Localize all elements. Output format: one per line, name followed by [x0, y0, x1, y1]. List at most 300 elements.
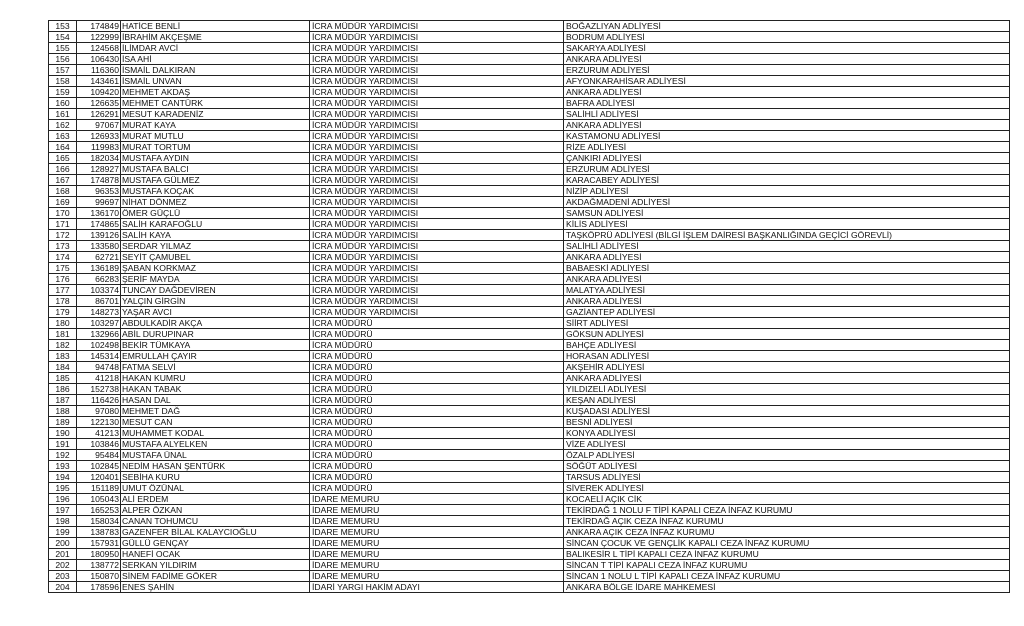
- row-number-cell: 154: [49, 32, 77, 43]
- job-title-cell: İCRA MÜDÜR YARDIMCISI: [310, 197, 564, 208]
- row-number-cell: 178: [49, 296, 77, 307]
- person-name-cell: ALİ ERDEM: [121, 494, 310, 505]
- assigned-office-cell: SALİHLİ ADLİYESİ: [564, 109, 1010, 120]
- assigned-office-cell: ANKARA ADLİYESİ: [564, 296, 1010, 307]
- assigned-office-cell: ANKARA BÖLGE İDARE MAHKEMESİ: [564, 582, 1010, 593]
- job-title-cell: İCRA MÜDÜR YARDIMCISI: [310, 296, 564, 307]
- job-title-cell: İDARE MEMURU: [310, 571, 564, 582]
- assigned-office-cell: ERZURUM ADLİYESİ: [564, 65, 1010, 76]
- table-row: [49, 351, 1010, 362]
- row-number-cell: 195: [49, 483, 77, 494]
- row-number-cell: 172: [49, 230, 77, 241]
- table-row: [49, 571, 1010, 582]
- assigned-office-cell: BODRUM ADLİYESİ: [564, 32, 1010, 43]
- person-name-cell: MUSTAFA KOÇAK: [121, 186, 310, 197]
- person-name-cell: GÜLLÜ GENÇAY: [121, 538, 310, 549]
- registry-number-cell: 138783: [77, 527, 121, 538]
- person-name-cell: SERDAR YILMAZ: [121, 241, 310, 252]
- assigned-office-cell: SAKARYA ADLİYESİ: [564, 43, 1010, 54]
- assigned-office-cell: SÖĞÜT ADLİYESİ: [564, 461, 1010, 472]
- assigned-office-cell: ERZURUM ADLİYESİ: [564, 164, 1010, 175]
- table-row: [49, 582, 1010, 593]
- job-title-cell: İDARE MEMURU: [310, 527, 564, 538]
- row-number-cell: 190: [49, 428, 77, 439]
- registry-number-cell: 158034: [77, 516, 121, 527]
- row-number-cell: 175: [49, 263, 77, 274]
- table-row: [49, 109, 1010, 120]
- row-number-cell: 187: [49, 395, 77, 406]
- registry-number-cell: 128927: [77, 164, 121, 175]
- registry-number-cell: 174865: [77, 219, 121, 230]
- registry-number-cell: 99697: [77, 197, 121, 208]
- personnel-table: [48, 20, 1010, 593]
- assigned-office-cell: SİNCAN T TİPİ KAPALI CEZA İNFAZ KURUMU: [564, 560, 1010, 571]
- assigned-office-cell: VİZE ADLİYESİ: [564, 439, 1010, 450]
- table-row: [49, 417, 1010, 428]
- row-number-cell: 155: [49, 43, 77, 54]
- job-title-cell: İDARE MEMURU: [310, 516, 564, 527]
- person-name-cell: SEYİT ÇAMUBEL: [121, 252, 310, 263]
- registry-number-cell: 133580: [77, 241, 121, 252]
- table-row: [49, 560, 1010, 571]
- table-row: [49, 406, 1010, 417]
- registry-number-cell: 95484: [77, 450, 121, 461]
- table-row: [49, 483, 1010, 494]
- table-row: [49, 54, 1010, 65]
- table-row: [49, 549, 1010, 560]
- registry-number-cell: 152738: [77, 384, 121, 395]
- table-row: [49, 98, 1010, 109]
- row-number-cell: 198: [49, 516, 77, 527]
- row-number-cell: 171: [49, 219, 77, 230]
- row-number-cell: 199: [49, 527, 77, 538]
- registry-number-cell: 143461: [77, 76, 121, 87]
- person-name-cell: MURAT KAYA: [121, 120, 310, 131]
- job-title-cell: İCRA MÜDÜR YARDIMCISI: [310, 142, 564, 153]
- table-row: [49, 494, 1010, 505]
- person-name-cell: MUSTAFA BALCI: [121, 164, 310, 175]
- assigned-office-cell: TEKİRDAĞ 1 NOLU F TİPİ KAPALI CEZA İNFAZ KURUMU: [564, 505, 1010, 516]
- row-number-cell: 156: [49, 54, 77, 65]
- assigned-office-cell: ANKARA ADLİYESİ: [564, 252, 1010, 263]
- job-title-cell: İCRA MÜDÜRÜ: [310, 329, 564, 340]
- job-title-cell: İCRA MÜDÜR YARDIMCISI: [310, 131, 564, 142]
- row-number-cell: 185: [49, 373, 77, 384]
- person-name-cell: NEDİM HASAN ŞENTÜRK: [121, 461, 310, 472]
- table-row: [49, 252, 1010, 263]
- row-number-cell: 182: [49, 340, 77, 351]
- assigned-office-cell: ANKARA ADLİYESİ: [564, 54, 1010, 65]
- registry-number-cell: 180950: [77, 549, 121, 560]
- job-title-cell: İCRA MÜDÜR YARDIMCISI: [310, 109, 564, 120]
- table-row: [49, 142, 1010, 153]
- document-sheet: [48, 20, 1010, 593]
- person-name-cell: ŞABAN KORKMAZ: [121, 263, 310, 274]
- assigned-office-cell: ANKARA ADLİYESİ: [564, 373, 1010, 384]
- row-number-cell: 167: [49, 175, 77, 186]
- row-number-cell: 157: [49, 65, 77, 76]
- row-number-cell: 202: [49, 560, 77, 571]
- row-number-cell: 174: [49, 252, 77, 263]
- job-title-cell: İCRA MÜDÜR YARDIMCISI: [310, 263, 564, 274]
- person-name-cell: FATMA SELVİ: [121, 362, 310, 373]
- job-title-cell: İCRA MÜDÜRÜ: [310, 395, 564, 406]
- registry-number-cell: 105043: [77, 494, 121, 505]
- registry-number-cell: 150870: [77, 571, 121, 582]
- table-row: [49, 65, 1010, 76]
- assigned-office-cell: SİNCAN 1 NOLU L TİPİ KAPALI CEZA İNFAZ KURUMU: [564, 571, 1010, 582]
- row-number-cell: 164: [49, 142, 77, 153]
- registry-number-cell: 96353: [77, 186, 121, 197]
- job-title-cell: İCRA MÜDÜR YARDIMCISI: [310, 54, 564, 65]
- table-row: [49, 461, 1010, 472]
- job-title-cell: İCRA MÜDÜRÜ: [310, 472, 564, 483]
- registry-number-cell: 102498: [77, 340, 121, 351]
- person-name-cell: İSMAİL DALKIRAN: [121, 65, 310, 76]
- assigned-office-cell: BOĞAZLIYAN ADLİYESİ: [564, 21, 1010, 32]
- person-name-cell: EMRULLAH ÇAYIR: [121, 351, 310, 362]
- row-number-cell: 166: [49, 164, 77, 175]
- table-body: [49, 21, 1010, 593]
- registry-number-cell: 119983: [77, 142, 121, 153]
- person-name-cell: MUHAMMET KODAL: [121, 428, 310, 439]
- registry-number-cell: 86701: [77, 296, 121, 307]
- assigned-office-cell: ANKARA ADLİYESİ: [564, 120, 1010, 131]
- assigned-office-cell: KASTAMONU ADLİYESİ: [564, 131, 1010, 142]
- assigned-office-cell: SALİHLİ ADLİYESİ: [564, 241, 1010, 252]
- row-number-cell: 153: [49, 21, 77, 32]
- job-title-cell: İCRA MÜDÜR YARDIMCISI: [310, 87, 564, 98]
- job-title-cell: İCRA MÜDÜR YARDIMCISI: [310, 307, 564, 318]
- job-title-cell: İCRA MÜDÜRÜ: [310, 461, 564, 472]
- person-name-cell: MEHMET CANTÜRK: [121, 98, 310, 109]
- assigned-office-cell: TEKİRDAĞ AÇIK CEZA İNFAZ KURUMU: [564, 516, 1010, 527]
- person-name-cell: MUSTAFA GÜLMEZ: [121, 175, 310, 186]
- row-number-cell: 168: [49, 186, 77, 197]
- assigned-office-cell: ÇANKIRI ADLİYESİ: [564, 153, 1010, 164]
- table-row: [49, 230, 1010, 241]
- row-number-cell: 165: [49, 153, 77, 164]
- job-title-cell: İCRA MÜDÜRÜ: [310, 439, 564, 450]
- person-name-cell: İSMAİL UNVAN: [121, 76, 310, 87]
- job-title-cell: İCRA MÜDÜR YARDIMCISI: [310, 43, 564, 54]
- person-name-cell: SALİH KAYA: [121, 230, 310, 241]
- registry-number-cell: 124568: [77, 43, 121, 54]
- registry-number-cell: 103297: [77, 318, 121, 329]
- table-row: [49, 175, 1010, 186]
- row-number-cell: 183: [49, 351, 77, 362]
- row-number-cell: 191: [49, 439, 77, 450]
- row-number-cell: 173: [49, 241, 77, 252]
- assigned-office-cell: BABAESKİ ADLİYESİ: [564, 263, 1010, 274]
- person-name-cell: GAZENFER BİLAL KALAYCIOĞLU: [121, 527, 310, 538]
- assigned-office-cell: ÖZALP ADLİYESİ: [564, 450, 1010, 461]
- person-name-cell: CANAN TOHUMCU: [121, 516, 310, 527]
- assigned-office-cell: BALIKESİR L TİPİ KAPALI CEZA İNFAZ KURUMU: [564, 549, 1010, 560]
- person-name-cell: SEBİHA KURU: [121, 472, 310, 483]
- person-name-cell: SERKAN YILDIRIM: [121, 560, 310, 571]
- row-number-cell: 192: [49, 450, 77, 461]
- table-row: [49, 76, 1010, 87]
- table-row: [49, 208, 1010, 219]
- row-number-cell: 204: [49, 582, 77, 593]
- registry-number-cell: 174849: [77, 21, 121, 32]
- assigned-office-cell: NİZİP ADLİYESİ: [564, 186, 1010, 197]
- job-title-cell: İCRA MÜDÜR YARDIMCISI: [310, 274, 564, 285]
- row-number-cell: 158: [49, 76, 77, 87]
- job-title-cell: İCRA MÜDÜRÜ: [310, 406, 564, 417]
- person-name-cell: İBRAHİM AKÇEŞME: [121, 32, 310, 43]
- assigned-office-cell: KUŞADASI ADLİYESİ: [564, 406, 1010, 417]
- assigned-office-cell: BAHÇE ADLİYESİ: [564, 340, 1010, 351]
- registry-number-cell: 139126: [77, 230, 121, 241]
- registry-number-cell: 132966: [77, 329, 121, 340]
- row-number-cell: 197: [49, 505, 77, 516]
- row-number-cell: 179: [49, 307, 77, 318]
- registry-number-cell: 182034: [77, 153, 121, 164]
- job-title-cell: İCRA MÜDÜRÜ: [310, 428, 564, 439]
- job-title-cell: İCRA MÜDÜRÜ: [310, 318, 564, 329]
- row-number-cell: 193: [49, 461, 77, 472]
- job-title-cell: İCRA MÜDÜRÜ: [310, 351, 564, 362]
- table-row: [49, 197, 1010, 208]
- job-title-cell: İCRA MÜDÜRÜ: [310, 384, 564, 395]
- registry-number-cell: 148273: [77, 307, 121, 318]
- registry-number-cell: 94748: [77, 362, 121, 373]
- assigned-office-cell: GAZİANTEP ADLİYESİ: [564, 307, 1010, 318]
- row-number-cell: 184: [49, 362, 77, 373]
- person-name-cell: ABDULKADİR AKÇA: [121, 318, 310, 329]
- row-number-cell: 180: [49, 318, 77, 329]
- assigned-office-cell: TAŞKÖPRÜ ADLİYESİ (BİLGİ İŞLEM DAİRESİ BAŞKANLIĞINDA GEÇİCİ GÖREVLİ): [564, 230, 1010, 241]
- person-name-cell: HANEFİ OCAK: [121, 549, 310, 560]
- person-name-cell: MUSTAFA ÜNAL: [121, 450, 310, 461]
- table-row: [49, 538, 1010, 549]
- table-row: [49, 219, 1010, 230]
- row-number-cell: 177: [49, 285, 77, 296]
- job-title-cell: İCRA MÜDÜR YARDIMCISI: [310, 98, 564, 109]
- table-row: [49, 43, 1010, 54]
- assigned-office-cell: KARACABEY ADLİYESİ: [564, 175, 1010, 186]
- registry-number-cell: 122999: [77, 32, 121, 43]
- registry-number-cell: 136189: [77, 263, 121, 274]
- registry-number-cell: 145314: [77, 351, 121, 362]
- job-title-cell: İCRA MÜDÜR YARDIMCISI: [310, 186, 564, 197]
- job-title-cell: İCRA MÜDÜR YARDIMCISI: [310, 120, 564, 131]
- registry-number-cell: 136170: [77, 208, 121, 219]
- table-row: [49, 263, 1010, 274]
- job-title-cell: İCRA MÜDÜRÜ: [310, 450, 564, 461]
- person-name-cell: HASAN DAL: [121, 395, 310, 406]
- row-number-cell: 188: [49, 406, 77, 417]
- person-name-cell: TUNCAY DAĞDEVİREN: [121, 285, 310, 296]
- table-row: [49, 450, 1010, 461]
- registry-number-cell: 157931: [77, 538, 121, 549]
- registry-number-cell: 174878: [77, 175, 121, 186]
- assigned-office-cell: HORASAN ADLİYESİ: [564, 351, 1010, 362]
- registry-number-cell: 120401: [77, 472, 121, 483]
- assigned-office-cell: ANKARA ADLİYESİ: [564, 274, 1010, 285]
- job-title-cell: İCRA MÜDÜRÜ: [310, 417, 564, 428]
- table-row: [49, 164, 1010, 175]
- table-row: [49, 340, 1010, 351]
- person-name-cell: MURAT MUTLU: [121, 131, 310, 142]
- registry-number-cell: 97067: [77, 120, 121, 131]
- job-title-cell: İCRA MÜDÜR YARDIMCISI: [310, 76, 564, 87]
- table-row: [49, 131, 1010, 142]
- table-row: [49, 362, 1010, 373]
- person-name-cell: ÖMER GÜÇLÜ: [121, 208, 310, 219]
- row-number-cell: 201: [49, 549, 77, 560]
- assigned-office-cell: BESNİ ADLİYESİ: [564, 417, 1010, 428]
- table-row: [49, 241, 1010, 252]
- table-row: [49, 274, 1010, 285]
- job-title-cell: İDARE MEMURU: [310, 505, 564, 516]
- job-title-cell: İCRA MÜDÜRÜ: [310, 362, 564, 373]
- person-name-cell: HATİCE BENLİ: [121, 21, 310, 32]
- assigned-office-cell: MALATYA ADLİYESİ: [564, 285, 1010, 296]
- registry-number-cell: 103846: [77, 439, 121, 450]
- registry-number-cell: 126291: [77, 109, 121, 120]
- row-number-cell: 194: [49, 472, 77, 483]
- table-row: [49, 32, 1010, 43]
- row-number-cell: 161: [49, 109, 77, 120]
- job-title-cell: İDARİ YARGI HAKİM ADAYI: [310, 582, 564, 593]
- job-title-cell: İDARE MEMURU: [310, 494, 564, 505]
- job-title-cell: İCRA MÜDÜR YARDIMCISI: [310, 285, 564, 296]
- person-name-cell: MUSTAFA AYDIN: [121, 153, 310, 164]
- job-title-cell: İCRA MÜDÜR YARDIMCISI: [310, 153, 564, 164]
- person-name-cell: HAKAN KUMRU: [121, 373, 310, 384]
- table-row: [49, 329, 1010, 340]
- person-name-cell: MEHMET DAĞ: [121, 406, 310, 417]
- registry-number-cell: 41213: [77, 428, 121, 439]
- assigned-office-cell: KONYA ADLİYESİ: [564, 428, 1010, 439]
- job-title-cell: İCRA MÜDÜR YARDIMCISI: [310, 164, 564, 175]
- assigned-office-cell: YILDIZELİ ADLİYESİ: [564, 384, 1010, 395]
- assigned-office-cell: SİİRT ADLİYESİ: [564, 318, 1010, 329]
- job-title-cell: İCRA MÜDÜR YARDIMCISI: [310, 241, 564, 252]
- table-row: [49, 285, 1010, 296]
- person-name-cell: ŞERİF MAYDA: [121, 274, 310, 285]
- registry-number-cell: 66283: [77, 274, 121, 285]
- assigned-office-cell: TARSUS ADLİYESİ: [564, 472, 1010, 483]
- job-title-cell: İCRA MÜDÜR YARDIMCISI: [310, 32, 564, 43]
- row-number-cell: 189: [49, 417, 77, 428]
- person-name-cell: ABİL DURUPINAR: [121, 329, 310, 340]
- assigned-office-cell: ANKARA ADLİYESİ: [564, 87, 1010, 98]
- registry-number-cell: 138772: [77, 560, 121, 571]
- person-name-cell: İSA AHİ: [121, 54, 310, 65]
- table-row: [49, 472, 1010, 483]
- row-number-cell: 181: [49, 329, 77, 340]
- person-name-cell: ALPER ÖZKAN: [121, 505, 310, 516]
- table-row: [49, 186, 1010, 197]
- person-name-cell: MURAT TORTUM: [121, 142, 310, 153]
- person-name-cell: YALÇIN GİRGİN: [121, 296, 310, 307]
- registry-number-cell: 116426: [77, 395, 121, 406]
- row-number-cell: 160: [49, 98, 77, 109]
- person-name-cell: İLİMDAR AVCİ: [121, 43, 310, 54]
- table-row: [49, 373, 1010, 384]
- registry-number-cell: 126933: [77, 131, 121, 142]
- job-title-cell: İCRA MÜDÜR YARDIMCISI: [310, 65, 564, 76]
- table-row: [49, 384, 1010, 395]
- registry-number-cell: 151189: [77, 483, 121, 494]
- table-row: [49, 296, 1010, 307]
- row-number-cell: 196: [49, 494, 77, 505]
- job-title-cell: İCRA MÜDÜR YARDIMCISI: [310, 175, 564, 186]
- assigned-office-cell: SİVEREK ADLİYESİ: [564, 483, 1010, 494]
- registry-number-cell: 106430: [77, 54, 121, 65]
- job-title-cell: İCRA MÜDÜR YARDIMCISI: [310, 219, 564, 230]
- assigned-office-cell: KEŞAN ADLİYESİ: [564, 395, 1010, 406]
- job-title-cell: İCRA MÜDÜRÜ: [310, 483, 564, 494]
- registry-number-cell: 41218: [77, 373, 121, 384]
- job-title-cell: İCRA MÜDÜR YARDIMCISI: [310, 21, 564, 32]
- row-number-cell: 162: [49, 120, 77, 131]
- person-name-cell: NİHAT DÖNMEZ: [121, 197, 310, 208]
- row-number-cell: 170: [49, 208, 77, 219]
- registry-number-cell: 116360: [77, 65, 121, 76]
- registry-number-cell: 109420: [77, 87, 121, 98]
- table-row: [49, 428, 1010, 439]
- job-title-cell: İDARE MEMURU: [310, 538, 564, 549]
- person-name-cell: ENES ŞAHİN: [121, 582, 310, 593]
- assigned-office-cell: KOCAELİ AÇIK CİK: [564, 494, 1010, 505]
- job-title-cell: İCRA MÜDÜR YARDIMCISI: [310, 208, 564, 219]
- row-number-cell: 203: [49, 571, 77, 582]
- registry-number-cell: 178596: [77, 582, 121, 593]
- person-name-cell: SİNEM FADİME GÖKER: [121, 571, 310, 582]
- table-row: [49, 21, 1010, 32]
- job-title-cell: İCRA MÜDÜR YARDIMCISI: [310, 252, 564, 263]
- row-number-cell: 159: [49, 87, 77, 98]
- table-row: [49, 307, 1010, 318]
- table-row: [49, 87, 1010, 98]
- row-number-cell: 163: [49, 131, 77, 142]
- assigned-office-cell: SAMSUN ADLİYESİ: [564, 208, 1010, 219]
- table-row: [49, 120, 1010, 131]
- person-name-cell: MUSTAFA ALYELKEN: [121, 439, 310, 450]
- assigned-office-cell: AFYONKARAHİSAR ADLİYESİ: [564, 76, 1010, 87]
- row-number-cell: 186: [49, 384, 77, 395]
- assigned-office-cell: ANKARA AÇIK CEZA İNFAZ KURUMU: [564, 527, 1010, 538]
- person-name-cell: BEKİR TÜMKAYA: [121, 340, 310, 351]
- person-name-cell: MESUT KARADENİZ: [121, 109, 310, 120]
- job-title-cell: İDARE MEMURU: [310, 549, 564, 560]
- registry-number-cell: 102845: [77, 461, 121, 472]
- assigned-office-cell: AKDAĞMADENİ ADLİYESİ: [564, 197, 1010, 208]
- job-title-cell: İCRA MÜDÜR YARDIMCISI: [310, 230, 564, 241]
- registry-number-cell: 126635: [77, 98, 121, 109]
- assigned-office-cell: AKŞEHİR ADLİYESİ: [564, 362, 1010, 373]
- job-title-cell: İDARE MEMURU: [310, 560, 564, 571]
- person-name-cell: MESUT CAN: [121, 417, 310, 428]
- row-number-cell: 169: [49, 197, 77, 208]
- table-row: [49, 439, 1010, 450]
- job-title-cell: İCRA MÜDÜRÜ: [310, 340, 564, 351]
- table-row: [49, 318, 1010, 329]
- row-number-cell: 176: [49, 274, 77, 285]
- person-name-cell: HAKAN TABAK: [121, 384, 310, 395]
- table-row: [49, 395, 1010, 406]
- registry-number-cell: 165253: [77, 505, 121, 516]
- registry-number-cell: 122130: [77, 417, 121, 428]
- assigned-office-cell: KİLİS ADLİYESİ: [564, 219, 1010, 230]
- table-row: [49, 516, 1010, 527]
- table-row: [49, 505, 1010, 516]
